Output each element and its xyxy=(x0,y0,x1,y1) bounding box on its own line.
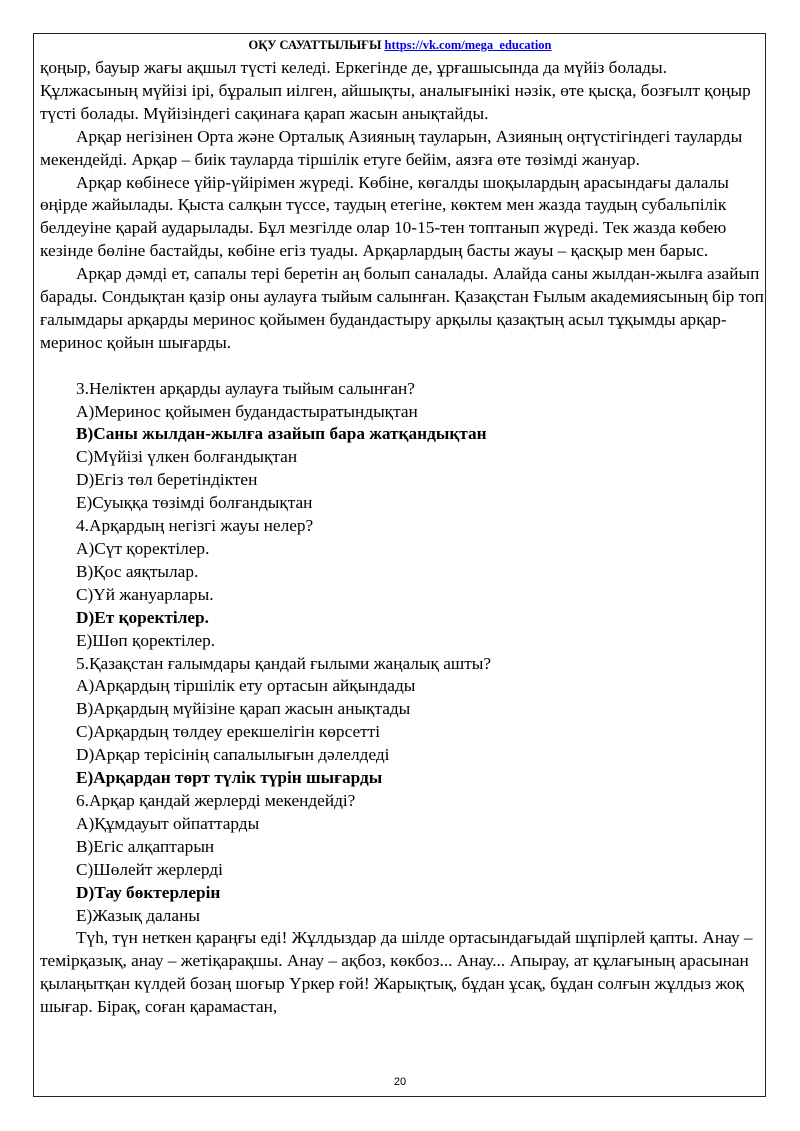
answer-option: В)Қос аяқтылар. xyxy=(76,561,199,581)
answer-option-correct: В)Саны жылдан-жылға азайып бара жатқандықтан xyxy=(76,424,487,444)
question-6 xyxy=(40,790,764,927)
answer-option: А)Сүт қоректілер. xyxy=(76,539,210,559)
closing-paragraph: Түһ, түн неткен қараңғы еді! Жұлдыздар да шілде ортасындағыдай шұпірлей қапты. Анау – темірқазық, анау – жетіқарақшы. Анау – ақбоз, көкбоз... Анау... Апырау, ат құлағының арасынан қылаңытқан күлдей бозаң шоғыр Үркер ғой! Жарықтық, бұдан ұсақ, бұдан солғын жұлдыз жоқ шығар. Бірақ, соған қарамастан, xyxy=(40,928,753,1017)
answer-option: С)Арқардың төлдеу ерекшелігін көрсетті xyxy=(76,722,381,742)
answer-option: В)Егіс алқаптарын xyxy=(76,836,215,856)
answer-option: С)Үй жануарлары. xyxy=(76,584,214,604)
passage-paragraph: Арқар көбінесе үйір-үйірімен жүреді. Көбіне, көгалды шоқылардың арасындағы далалы өңірде жайылады. Қыста салқын түссе, таудың етегіне, көктем мен жазда таудың субальпілік белдеуіне қарай аударылады. Бұл мезгілде олар 10-15-тен топтанып жүреді. Тек жазда көбею кезінде бөліне бастайды, көбіне егіз туады. Арқарлардың басты жауы – қасқыр мен барыс. xyxy=(40,172,729,261)
answer-option: С)Шөлейт жерлерді xyxy=(76,859,223,879)
answer-option-correct: D)Ет қоректілер. xyxy=(76,607,209,627)
header-title: ОҚУ САУАТТЫЛЫҒЫ xyxy=(248,38,382,52)
question-text: 4.Арқардың негізгі жауы нелер? xyxy=(76,516,314,536)
spacer xyxy=(40,355,764,378)
page-content xyxy=(40,57,764,1019)
answer-option: В)Арқардың мүйізіне қарап жасын анықтады xyxy=(76,699,411,719)
answer-option-correct: D)Тау бөктерлерін xyxy=(76,882,221,902)
question-text: 6.Арқар қандай жерлерді мекендейді? xyxy=(76,790,356,810)
answer-option: А)Арқардың тіршілік ету ортасын айқындады xyxy=(76,676,416,696)
passage-paragraph: Арқар негізінен Орта және Орталық Азияның тауларын, Азияның оңтүстігіндегі тауларды мекендейді. Арқар – биік тауларда тіршілік етуге бейім, аязға өте төзімді жануар. xyxy=(40,126,743,169)
question-text: 5.Қазақстан ғалымдары қандай ғылыми жаңалық ашты? xyxy=(76,653,492,673)
question-3 xyxy=(40,378,764,515)
answer-option: А)Құмдауыт ойпаттарды xyxy=(76,813,260,833)
answer-option: Е)Суыққа төзімді болғандықтан xyxy=(76,493,313,513)
answer-option-correct: Е)Арқардан төрт түлік түрін шығарды xyxy=(76,768,383,788)
page-header xyxy=(0,38,800,53)
question-5 xyxy=(40,653,764,790)
answer-option: D)Егіз төл беретіндіктен xyxy=(76,470,258,490)
header-link[interactable]: https://vk.com/mega_education xyxy=(384,38,552,52)
answer-option: D)Арқар терісінің сапалылығын дәлелдеді xyxy=(76,745,390,765)
answer-option: Е)Шөп қоректілер. xyxy=(76,630,216,650)
question-text: 3.Неліктен арқарды аулауға тыйым салынған? xyxy=(76,378,415,398)
passage-continued: қоңыр, бауыр жағы ақшыл түсті келеді. Еркегінде де, ұрғашысында да мүйіз болады. Құлжасының мүйізі ірі, бұралып иілген, айшықты, аналығынікі нәзік, өте қысқа, бозғылт қоңыр түсті болады. Мүйізіндегі сақинаға қарап жасын анықтайды. xyxy=(40,58,751,123)
page-number: 20 xyxy=(393,1076,407,1088)
answer-option: С)Мүйізі үлкен болғандықтан xyxy=(76,447,298,467)
passage-paragraph: Арқар дәмді ет, сапалы тері беретін аң болып саналады. Алайда саны жылдан-жылға азайып барады. Сондықтан қазір оны аулауға тыйым салынған. Қазақстан Ғылым академиясының бір топ ғалымдары арқарды меринос қойымен будандастыру арқылы қазақтың асыл тұқымды арқар-меринос қойын шығарды. xyxy=(40,264,764,352)
answer-option: Е)Жазық даланы xyxy=(76,905,200,925)
answer-option: А)Меринос қойымен будандастыратындықтан xyxy=(76,401,418,421)
question-4 xyxy=(40,515,764,652)
